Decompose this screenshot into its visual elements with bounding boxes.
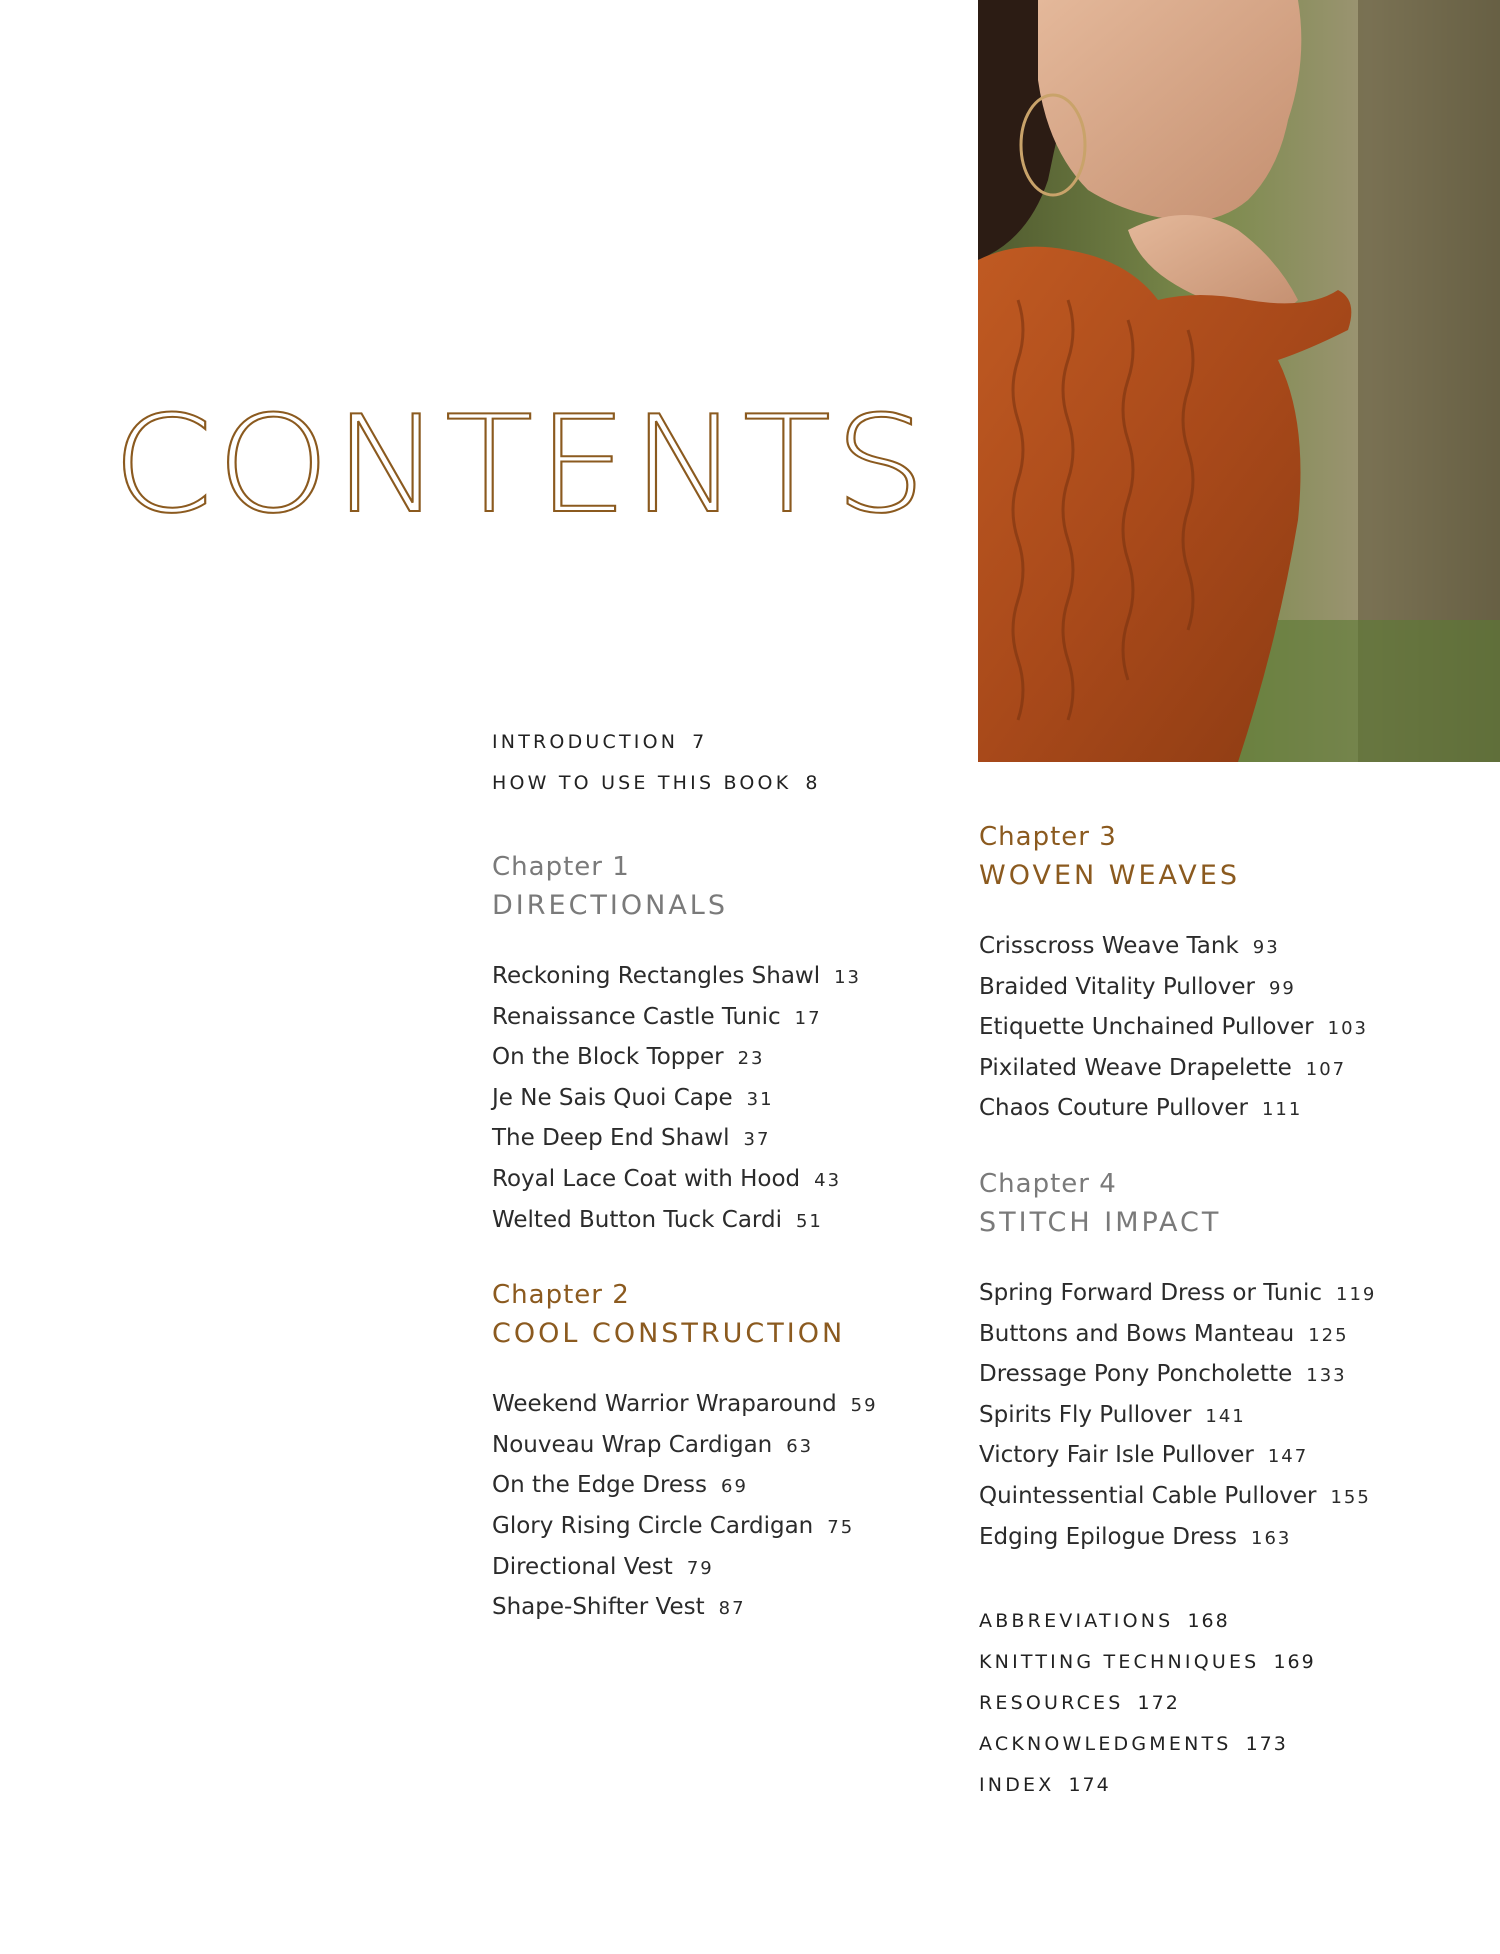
chapter-2 — [492, 1276, 1012, 1628]
toc-entry[interactable]: On the Block Topper 23 — [492, 1044, 765, 1071]
page-number: 79 — [686, 1557, 714, 1579]
page-number: 87 — [718, 1598, 746, 1620]
toc-entry[interactable]: The Deep End Shawl 37 — [492, 1125, 771, 1152]
toc-entry[interactable]: Quintessential Cable Pullover 155 — [979, 1482, 1371, 1509]
toc-entry[interactable]: Edging Epilogue Dress 163 — [979, 1523, 1292, 1550]
page-number: 99 — [1268, 977, 1296, 999]
chapter-4 — [979, 1165, 1499, 1557]
page-number: 63 — [786, 1435, 814, 1457]
page-number: 111 — [1261, 1099, 1303, 1121]
page-number: 69 — [721, 1476, 748, 1498]
toc-back-matter-item[interactable]: ABBREVIATIONS 168 — [979, 1610, 1230, 1633]
toc-back-matter-item[interactable]: KNITTING TECHNIQUES 169 — [979, 1651, 1316, 1674]
page-number: 43 — [814, 1169, 842, 1191]
toc-entry[interactable]: Nouveau Wrap Cardigan 63 — [492, 1431, 814, 1458]
page-number: 141 — [1205, 1405, 1246, 1427]
toc-entry[interactable]: Chaos Couture Pullover 111 — [979, 1095, 1303, 1122]
page-number: 173 — [1245, 1733, 1288, 1756]
page-number: 75 — [827, 1516, 855, 1538]
page-number: 37 — [743, 1129, 771, 1151]
page-number: 93 — [1252, 937, 1280, 958]
toc-entry[interactable]: On the Edge Dress 69 — [492, 1472, 748, 1499]
chapter-name: WOVEN WEAVES — [979, 860, 1240, 891]
toc-entry[interactable]: Braided Vitality Pullover 99 — [979, 973, 1296, 1000]
page-number: 59 — [850, 1395, 878, 1417]
toc-entry[interactable]: Welted Button Tuck Cardi 51 — [492, 1206, 823, 1233]
chapter-name: DIRECTIONALS — [492, 890, 728, 921]
page-number: 125 — [1308, 1324, 1349, 1346]
page-number: 31 — [746, 1088, 774, 1110]
toc-entry[interactable]: Buttons and Bows Manteau 125 — [979, 1320, 1349, 1347]
page-number: 163 — [1251, 1527, 1292, 1549]
toc-entry[interactable]: Directional Vest 79 — [492, 1553, 714, 1580]
chapter-label: Chapter 1 — [492, 852, 630, 882]
page-number: 17 — [794, 1007, 822, 1029]
toc-entry[interactable]: Royal Lace Coat with Hood 43 — [492, 1165, 842, 1192]
chapter-3 — [979, 818, 1499, 1129]
page-number: 168 — [1187, 1610, 1230, 1633]
toc-entry[interactable]: Spring Forward Dress or Tunic 119 — [979, 1279, 1377, 1306]
toc-left-column — [492, 722, 1012, 1628]
toc-front-matter-item[interactable]: INTRODUCTION 7 — [492, 731, 707, 753]
page-number: 8 — [805, 772, 820, 794]
toc-right-column — [979, 818, 1499, 1806]
toc-entry[interactable]: Pixilated Weave Drapelette 107 — [979, 1054, 1347, 1081]
page-number: 103 — [1327, 1018, 1368, 1040]
page-number: 133 — [1306, 1365, 1347, 1387]
toc-entry[interactable]: Victory Fair Isle Pullover 147 — [979, 1442, 1309, 1469]
page-number: 7 — [692, 731, 707, 753]
toc-entry[interactable]: Shape-Shifter Vest 87 — [492, 1594, 746, 1621]
toc-entry[interactable]: Reckoning Rectangles Shawl 13 — [492, 963, 862, 989]
cover-photo — [978, 0, 1500, 762]
chapter-label: Chapter 2 — [492, 1280, 630, 1311]
toc-entry[interactable]: Dressage Pony Poncholette 133 — [979, 1361, 1347, 1388]
page-number: 23 — [737, 1048, 765, 1070]
page-number: 147 — [1267, 1446, 1309, 1468]
page-number: 119 — [1336, 1283, 1377, 1305]
page-number: 13 — [834, 967, 862, 988]
chapter-name: COOL CONSTRUCTION — [492, 1318, 846, 1350]
page-number: 169 — [1273, 1651, 1316, 1674]
chapter-label: Chapter 3 — [979, 822, 1117, 852]
page-number: 155 — [1330, 1486, 1371, 1508]
page-number: 174 — [1068, 1774, 1111, 1797]
toc-entry[interactable]: Spirits Fly Pullover 141 — [979, 1401, 1246, 1428]
chapter-1 — [492, 848, 1012, 1240]
toc-entry[interactable]: Weekend Warrior Wraparound 59 — [492, 1391, 878, 1418]
chapter-label: Chapter 4 — [979, 1168, 1117, 1199]
toc-back-matter-item[interactable]: ACKNOWLEDGMENTS 173 — [979, 1733, 1288, 1756]
toc-entry[interactable]: Glory Rising Circle Cardigan 75 — [492, 1512, 855, 1539]
toc-entry[interactable]: Je Ne Sais Quoi Cape 31 — [492, 1084, 774, 1111]
toc-back-matter-item[interactable]: INDEX 174 — [979, 1774, 1111, 1797]
toc-back-matter-item[interactable]: RESOURCES 172 — [979, 1692, 1180, 1715]
back-matter — [979, 1601, 1499, 1806]
page-number: 51 — [795, 1210, 823, 1232]
toc-entry[interactable]: Crisscross Weave Tank 93 — [979, 933, 1280, 959]
toc-front-matter-item[interactable]: HOW TO USE THIS BOOK 8 — [492, 772, 820, 794]
toc-entry[interactable]: Etiquette Unchained Pullover 103 — [979, 1014, 1368, 1041]
toc-entry[interactable]: Renaissance Castle Tunic 17 — [492, 1003, 822, 1030]
photo-knit-cardigan-icon — [978, 0, 1500, 762]
page-title: CONTENTS — [112, 387, 930, 543]
chapter-name: STITCH IMPACT — [979, 1206, 1222, 1238]
page-number: 107 — [1305, 1058, 1347, 1080]
page-number: 172 — [1137, 1692, 1180, 1715]
